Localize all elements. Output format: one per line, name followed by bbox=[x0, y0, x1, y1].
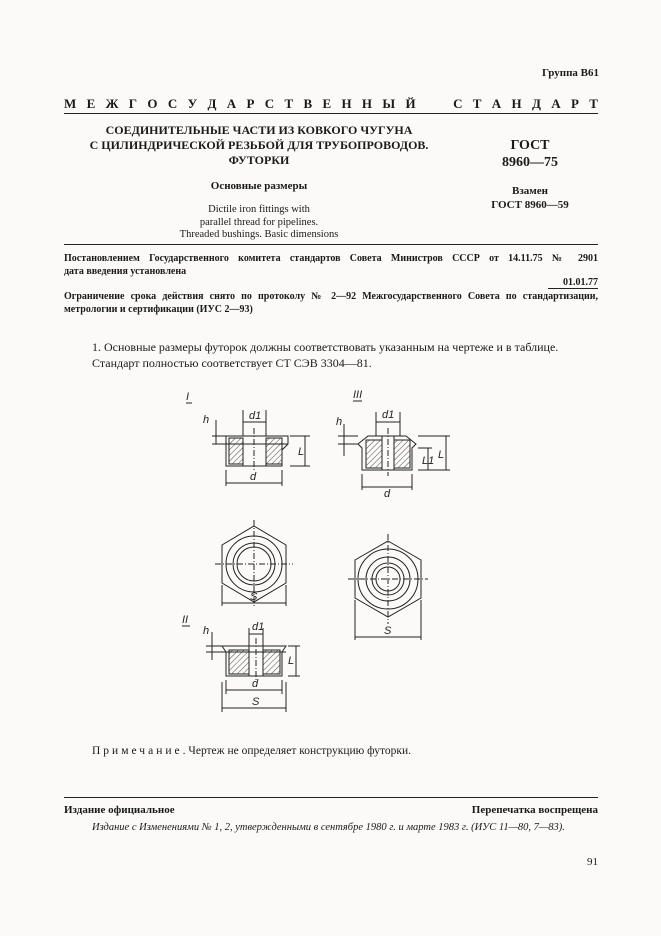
english-line2: parallel thread for pipelines. bbox=[199, 216, 319, 228]
official-edition: Издание официальное bbox=[64, 804, 175, 816]
label-S-II: S bbox=[252, 696, 260, 708]
header-letter: Й bbox=[405, 96, 416, 111]
paragraph-line2: Стандарт полностью соответствует СТ СЭВ 3304—81. bbox=[92, 356, 372, 370]
label-L-II: L bbox=[288, 655, 295, 667]
header-letter: А bbox=[491, 96, 502, 111]
reprint-prohibited: Перепечатка воспрещена bbox=[471, 804, 598, 816]
view-III-label: III bbox=[353, 389, 363, 401]
footer-rule bbox=[64, 797, 598, 798]
edition-note: Издание с Изменениями № 1, 2, утвержденными в сентябре 1980 г. и марте 1983 г. (ИУС 11—80, 7—83). bbox=[92, 822, 565, 833]
header-letter: Г bbox=[128, 96, 138, 111]
header-letter: А bbox=[226, 96, 237, 111]
paragraph-line1: 1. Основные размеры футорок должны соответствовать указанным на чертеже и в таблице. bbox=[92, 340, 559, 354]
replaces-number: ГОСТ 8960—59 bbox=[491, 199, 569, 211]
label-d1-III: d1 bbox=[382, 409, 395, 421]
view-II-section bbox=[182, 626, 300, 712]
label-d1-II: d1 bbox=[252, 621, 265, 633]
label-d-III: d bbox=[384, 488, 391, 500]
label-S-III: S bbox=[384, 625, 392, 637]
label-L-III: L bbox=[438, 449, 445, 461]
header-letter: Н bbox=[361, 96, 373, 111]
note-text: . Чертеж не определяет конструкцию футорки. bbox=[182, 745, 412, 757]
label-L-I: L bbox=[298, 446, 305, 458]
header-letter: Н bbox=[511, 96, 522, 111]
english-line1: Dictile iron fittings with bbox=[208, 204, 310, 215]
label-h-I: h bbox=[203, 414, 210, 426]
header-letter: Н bbox=[341, 96, 352, 111]
label-d1-I: d1 bbox=[249, 410, 262, 422]
title-line2: С ЦИЛИНДРИЧЕСКОЙ РЕЗЬБОЙ ДЛЯ ТРУБОПРОВОДОВ. bbox=[89, 138, 429, 152]
header-letter: Д bbox=[531, 96, 541, 111]
header-letter: Д bbox=[207, 96, 217, 111]
header-letter: С bbox=[167, 96, 178, 111]
label-L1-III: L1 bbox=[422, 455, 435, 467]
drawing-note bbox=[92, 745, 411, 757]
label-S-I: S bbox=[250, 591, 258, 603]
label-d-II: d bbox=[252, 678, 259, 690]
group-code: Группа В61 bbox=[541, 67, 599, 79]
header-letter: С bbox=[453, 96, 463, 111]
header-letter: Т bbox=[284, 96, 294, 111]
english-line3: Threaded bushings. Basic dimensions bbox=[179, 229, 339, 240]
limitation-text: Ограничение срока действия снято по протоколу № 2—92 Межгосударственного Совета по стандартизации, метрологии и сертификации (ИУС 2—93) bbox=[64, 291, 598, 315]
introduction-date: 01.01.77 bbox=[563, 277, 598, 288]
gost-number: 8960—75 bbox=[502, 155, 558, 170]
label-h-III: h bbox=[336, 416, 343, 428]
header-letter: Ж bbox=[105, 96, 119, 111]
title-line1: СОЕДИНИТЕЛЬНЫЕ ЧАСТИ ИЗ КОВКОГО ЧУГУНА bbox=[105, 123, 413, 137]
note-label: Примечание bbox=[92, 745, 183, 757]
subtitle: Основные размеры bbox=[210, 180, 308, 192]
header-letter: У bbox=[187, 96, 198, 111]
header-letter: Т bbox=[472, 96, 482, 111]
replaces-label: Взамен bbox=[512, 185, 548, 197]
header-letter: Т bbox=[589, 96, 598, 111]
header-letter: Ы bbox=[382, 96, 396, 111]
header-letter: Р bbox=[570, 96, 579, 111]
header-letter: М bbox=[64, 96, 77, 111]
header-letter: О bbox=[147, 96, 158, 111]
header-letter: Е bbox=[86, 96, 96, 111]
label-d-I: d bbox=[250, 471, 257, 483]
header-letter: Е bbox=[322, 96, 332, 111]
header-letter: В bbox=[303, 96, 313, 111]
header-letter: Р bbox=[246, 96, 255, 111]
view-II-label: II bbox=[182, 614, 189, 626]
page-number: 91 bbox=[587, 856, 598, 868]
title-line3: ФУТОРКИ bbox=[228, 153, 290, 167]
gost-label: ГОСТ bbox=[510, 138, 550, 153]
view-I-label: I bbox=[186, 391, 190, 403]
decree-line1: Постановлением Государственного комитета стандартов Совета Министров СССР от 14.11.75 № 2901 bbox=[64, 253, 598, 264]
label-h-II: h bbox=[203, 625, 210, 637]
decree-line2: дата введения установлена bbox=[64, 266, 187, 277]
header-letter: С bbox=[264, 96, 275, 111]
header-letter: А bbox=[551, 96, 561, 111]
